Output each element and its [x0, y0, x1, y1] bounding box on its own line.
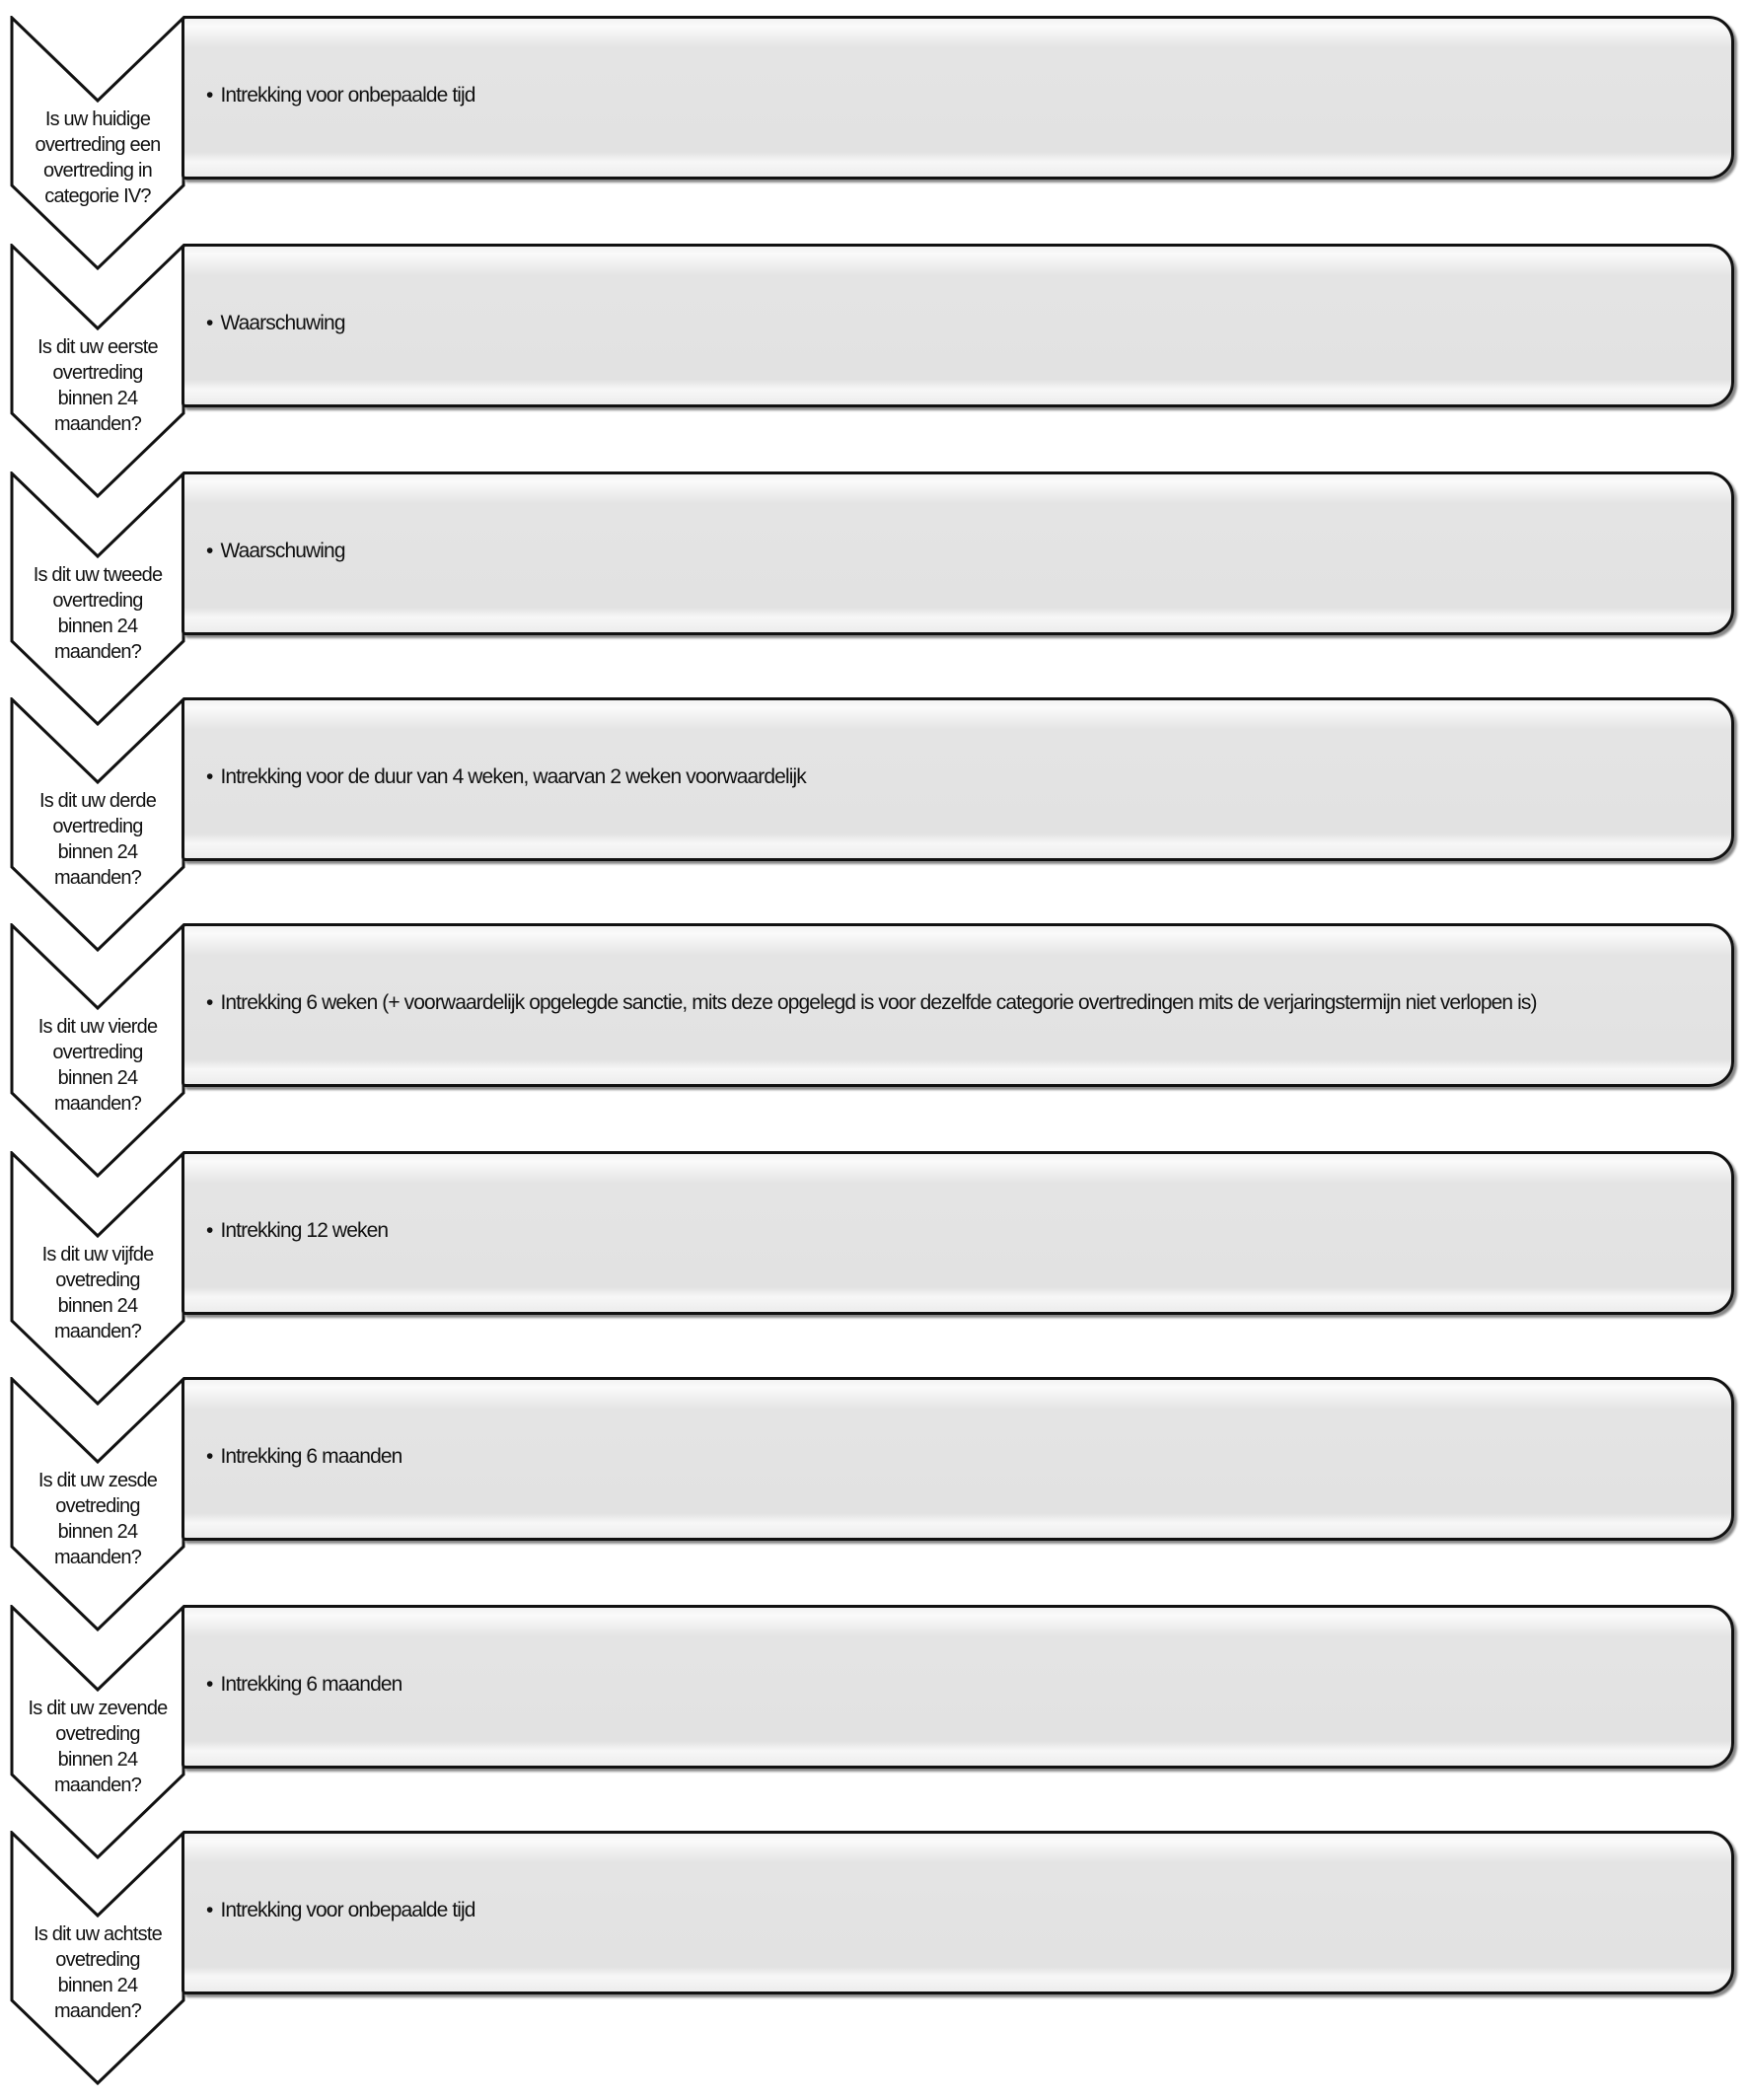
question-line: categorie IV?: [44, 185, 151, 207]
question-line: binnen 24: [57, 1749, 138, 1771]
question-line: Is dit uw vijfde: [41, 1244, 154, 1266]
flow-step: [0, 244, 1748, 500]
question-line: Is dit uw tweede: [33, 564, 163, 586]
question-line: Is dit uw zesde: [37, 1470, 158, 1491]
question-line: Is dit uw zevende: [28, 1698, 168, 1719]
flow-step: [0, 1605, 1748, 1861]
flow-step: [0, 923, 1748, 1180]
question-line: maanden?: [53, 1093, 142, 1115]
outcome-text: • Intrekking 6 weken (+ voorwaardelijk opgelegde sanctie, mits deze opgelegd is voor dezelfde categorie overtredingen mits de verjaringstermijn niet verlopen is): [206, 991, 1537, 1015]
question-line: Is dit uw vierde: [37, 1016, 158, 1038]
question-line: maanden?: [53, 2000, 142, 2022]
outcome-box: [182, 1377, 1734, 1541]
outcome-text: • Intrekking 6 maanden: [206, 1445, 401, 1469]
question-line: binnen 24: [57, 388, 138, 409]
outcome-box: [182, 1831, 1734, 1994]
flow-step: [0, 1151, 1748, 1408]
outcome-box: [182, 1605, 1734, 1769]
question-line: overtreding: [52, 362, 143, 384]
flow-step: [0, 471, 1748, 728]
outcome-box: [182, 244, 1734, 407]
question-line: maanden?: [53, 867, 142, 889]
outcome-text: • Intrekking voor onbepaalde tijd: [206, 1899, 475, 1922]
question-line: overtreding: [52, 1042, 143, 1063]
question-chevron: [10, 1605, 185, 1859]
question-text: [10, 1696, 185, 1798]
outcome-box: [182, 923, 1734, 1087]
question-chevron: [10, 16, 185, 270]
question-chevron: [10, 471, 185, 726]
question-text: [10, 334, 185, 437]
question-chevron: [10, 244, 185, 498]
question-line: overtreding een: [35, 134, 161, 156]
question-line: maanden?: [53, 1774, 142, 1796]
question-line: Is dit uw derde: [38, 790, 157, 812]
question-line: ovetreding: [55, 1949, 140, 1971]
outcome-box: [182, 1151, 1734, 1315]
question-chevron: [10, 923, 185, 1178]
outcome-text: • Intrekking 6 maanden: [206, 1673, 401, 1697]
question-line: binnen 24: [57, 1295, 138, 1317]
question-line: maanden?: [53, 1321, 142, 1342]
question-chevron: [10, 697, 185, 952]
question-text: [10, 107, 185, 209]
outcome-box: [182, 697, 1734, 861]
outcome-text: • Waarschuwing: [206, 540, 345, 563]
flow-step: [0, 1377, 1748, 1633]
question-line: binnen 24: [57, 1521, 138, 1543]
question-line: maanden?: [53, 1547, 142, 1568]
outcome-text: • Intrekking voor onbepaalde tijd: [206, 84, 475, 108]
outcome-box: [182, 471, 1734, 635]
question-line: binnen 24: [57, 616, 138, 637]
question-line: ovetreding: [55, 1495, 140, 1517]
question-line: binnen 24: [57, 1975, 138, 1996]
flow-step: [0, 697, 1748, 954]
question-line: Is dit uw eerste: [37, 336, 158, 358]
question-chevron: [10, 1831, 185, 2085]
flow-step: [0, 1831, 1748, 2087]
question-text: [10, 788, 185, 891]
question-text: [10, 562, 185, 665]
question-text: [10, 1242, 185, 1344]
question-text: [10, 1921, 185, 2024]
flow-step: [0, 16, 1748, 272]
question-line: overtreding: [52, 590, 143, 612]
question-chevron: [10, 1151, 185, 1406]
question-chevron: [10, 1377, 185, 1631]
question-line: binnen 24: [57, 841, 138, 863]
question-line: ovetreding: [55, 1269, 140, 1291]
question-line: Is dit uw achtste: [34, 1923, 162, 1945]
outcome-text: • Intrekking voor de duur van 4 weken, waarvan 2 weken voorwaardelijk: [206, 765, 806, 789]
question-line: Is uw huidige: [44, 109, 151, 130]
question-text: [10, 1468, 185, 1570]
outcome-text: • Intrekking 12 weken: [206, 1219, 388, 1243]
question-line: ovetreding: [55, 1723, 140, 1745]
question-text: [10, 1014, 185, 1117]
question-line: binnen 24: [57, 1067, 138, 1089]
question-line: overtreding in: [43, 160, 152, 181]
outcome-box: [182, 16, 1734, 180]
question-line: maanden?: [53, 413, 142, 435]
outcome-text: • Waarschuwing: [206, 312, 345, 335]
question-line: maanden?: [53, 641, 142, 663]
question-line: overtreding: [52, 816, 143, 837]
